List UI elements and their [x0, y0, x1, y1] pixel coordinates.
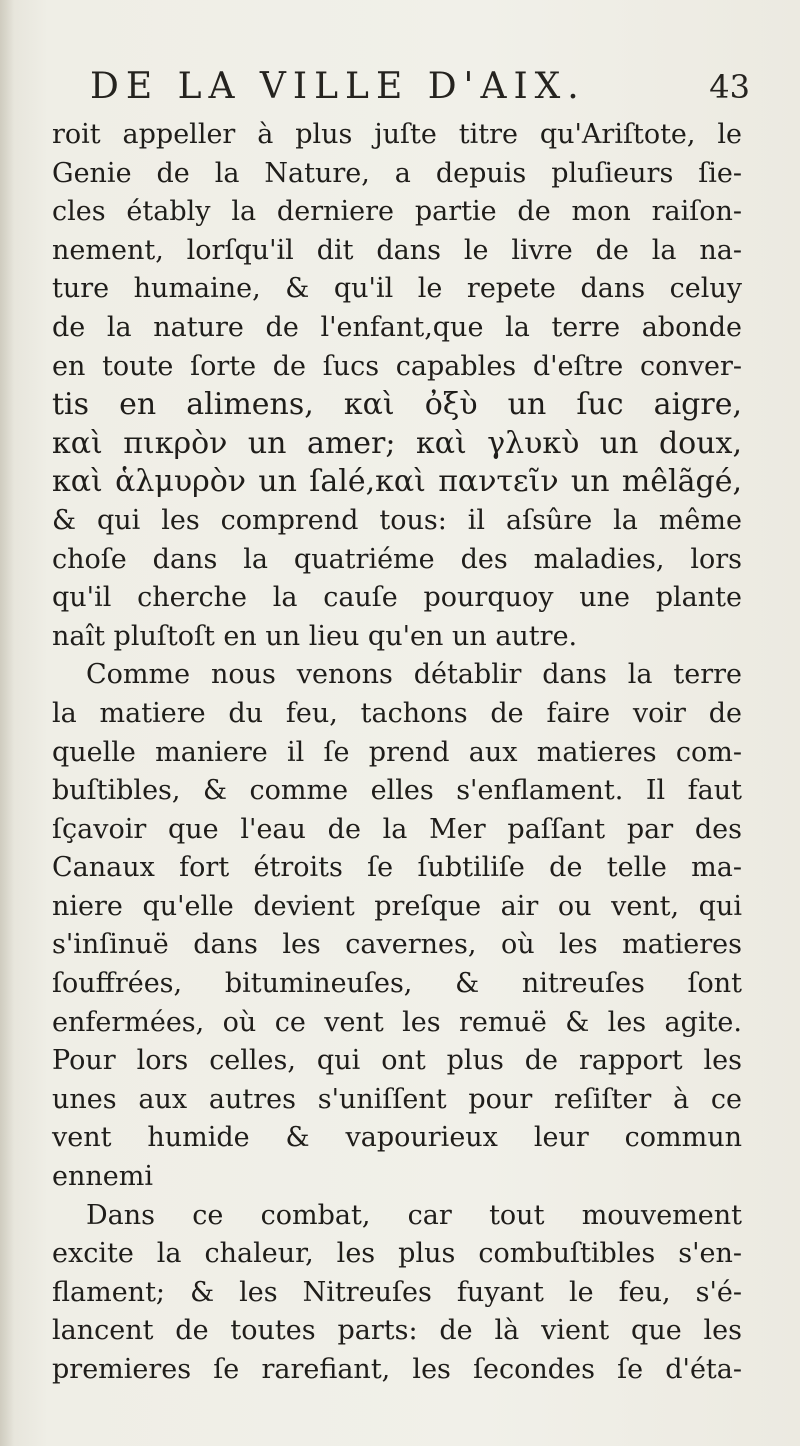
text-line: en toute ſorte de ſucs capables d'eſtre conver- — [52, 350, 742, 382]
running-head — [60, 66, 750, 110]
text-line: excite la chaleur, les plus combuſtibles s'en- — [52, 1238, 742, 1270]
paragraph-start-line: Dans ce combat, car tout mouvement — [86, 1199, 742, 1231]
text-line: niere qu'elle devient preſque air ou vent, qui — [52, 890, 742, 922]
text-line: choſe dans la quatriéme des maladies, lors — [52, 543, 742, 575]
page-number: 43 — [709, 68, 750, 106]
text-line: Canaux fort étroits ſe ſubtiliſe de telle ma- — [52, 852, 742, 884]
body-text — [52, 116, 742, 1390]
text-line: roit appeller à plus juſte titre qu'Ariſtote, le — [52, 119, 742, 150]
running-head-title: DE LA VILLE D'AIX. — [90, 66, 586, 107]
text-line: unes aux autres s'uniſſent pour reſiſter à ce — [52, 1083, 742, 1115]
text-line: καὶ ἁλμυρὸν un ſalé,καὶ παντεῖν un mêlãgé, — [52, 464, 742, 500]
paragraph-start-line: Comme nous venons détablir dans la terre — [86, 659, 742, 691]
text-line: buſtibles, & comme elles s'enflament. Il faut — [52, 775, 742, 807]
text-line: quelle maniere il ſe prend aux matieres com- — [52, 736, 742, 768]
text-line: premieres ſe rarefiant, les ſecondes ſe d'éta- — [52, 1354, 742, 1385]
text-line: enfermées, où ce vent les remuë & les agite. — [52, 1006, 742, 1038]
text-line: tis en alimens, καὶ ὀξὺ un ſuc aigre, — [52, 387, 742, 423]
text-line: flament; & les Nitreuſes fuyant le feu, s'é- — [52, 1276, 742, 1308]
text-line: nement, lorſqu'il dit dans le livre de la na- — [52, 234, 742, 266]
text-line: lancent de toutes parts: de là vient que les — [52, 1315, 742, 1347]
text-line: s'inſinuë dans les cavernes, où les matieres — [52, 929, 742, 961]
text-line: Genie de la Nature, a depuis pluſieurs ſie- — [52, 157, 742, 189]
text-line: qu'il cherche la cauſe pourquoy une plante — [52, 582, 742, 614]
text-line: cles étably la derniere partie de mon raiſon- — [52, 196, 742, 228]
text-line: & qui les comprend tous: il aſsûre la même — [52, 504, 742, 536]
page-gutter-shadow — [0, 0, 14, 1446]
text-line: la matiere du feu, tachons de faire voir de — [52, 697, 742, 729]
text-line: ture humaine, & qu'il le repete dans celuy — [52, 273, 742, 305]
text-line: ſouffrées, bitumineuſes, & nitreuſes ſont — [52, 968, 742, 1000]
text-line: naît pluſtoſt en un lieu qu'en un autre. — [52, 620, 578, 652]
text-line: de la nature de l'enfant,que la terre abonde — [52, 311, 742, 343]
text-line: Pour lors celles, qui ont plus de rapport les — [52, 1045, 742, 1077]
text-line: vent humide & vapourieux leur commun — [52, 1122, 742, 1154]
text-line: ennemi — [52, 1161, 153, 1193]
text-line: καὶ πικρὸν un amer; καὶ γλυκὺ un doux, — [52, 425, 742, 461]
text-line: ſçavoir que l'eau de la Mer paſſant par des — [52, 813, 742, 845]
